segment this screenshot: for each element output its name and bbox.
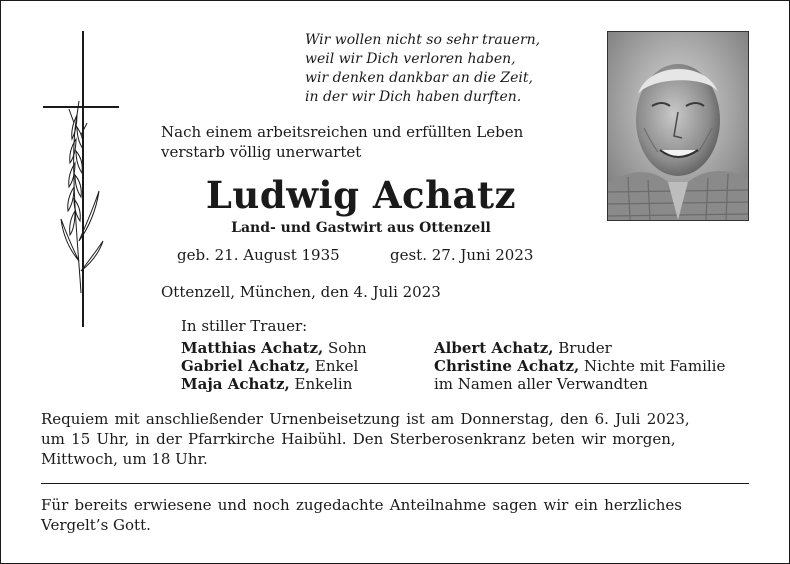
mourner-name: Maja Achatz,: [181, 375, 290, 393]
poem-line: wir denken dankbar an die Zeit,: [305, 70, 533, 86]
mourning-title: In stiller Trauer:: [181, 317, 308, 335]
mourner-entry: [434, 375, 725, 393]
mourner-entry: [434, 357, 725, 375]
mourner-name: Christine Achatz,: [434, 357, 580, 375]
death-date: gest. 27. Juni 2023: [390, 246, 534, 264]
deceased-name: Ludwig Achatz: [205, 173, 517, 217]
thanks-line: Für bereits erwiesene und noch zugedachte Anteilnahme sagen wir ein herzliches: [41, 496, 682, 514]
intro-line: verstarb völlig unerwartet: [161, 143, 362, 161]
mourner-name: Matthias Achatz,: [181, 339, 324, 357]
mourner-relation: Enkel: [310, 357, 359, 375]
mourner-name: Albert Achatz,: [434, 339, 554, 357]
mourner-relation: Enkelin: [289, 375, 353, 393]
mourner-name: Gabriel Achatz,: [181, 357, 311, 375]
poem: [305, 31, 575, 107]
mourners-right: [434, 339, 725, 393]
poem-line: weil wir Dich verloren haben,: [305, 51, 516, 67]
mourner-relation: im Namen aller Verwandten: [434, 375, 648, 393]
mourner-entry: [434, 339, 725, 357]
mourner-relation: Sohn: [323, 339, 367, 357]
poem-line: in der wir Dich haben durften.: [305, 89, 522, 105]
intro-line: Nach einem arbeitsreichen und erfüllten Leben: [161, 123, 524, 141]
mourner-entry: [181, 375, 367, 393]
thanks-line: Vergelt’s Gott.: [41, 516, 151, 534]
intro-text: [161, 122, 523, 162]
mourner-relation: Bruder: [553, 339, 612, 357]
mourner-relation: Nichte mit Familie: [579, 357, 726, 375]
birth-date: geb. 21. August 1935: [177, 246, 340, 264]
poem-line: Wir wollen nicht so sehr trauern,: [305, 32, 541, 48]
requiem-line: Requiem mit anschließender Urnenbeisetzung ist am Donnerstag, den 6. Juli 2023,: [41, 410, 690, 428]
cross-with-wheat-icon: [41, 31, 121, 327]
deceased-occupation: Land- und Gastwirt aus Ottenzell: [231, 220, 491, 236]
mourner-entry: [181, 357, 367, 375]
divider: [41, 483, 749, 484]
thanks-text: [41, 495, 751, 535]
mourner-entry: [181, 339, 367, 357]
requiem-line: um 15 Uhr, in der Pfarrkirche Haibühl. Den Sterberosenkranz beten wir morgen,: [41, 430, 676, 448]
requiem-line: Mittwoch, um 18 Uhr.: [41, 450, 208, 468]
place-date: Ottenzell, München, den 4. Juli 2023: [161, 283, 441, 301]
portrait-photo: [607, 31, 749, 221]
mourners-left: [181, 339, 367, 393]
requiem-text: [41, 409, 751, 469]
